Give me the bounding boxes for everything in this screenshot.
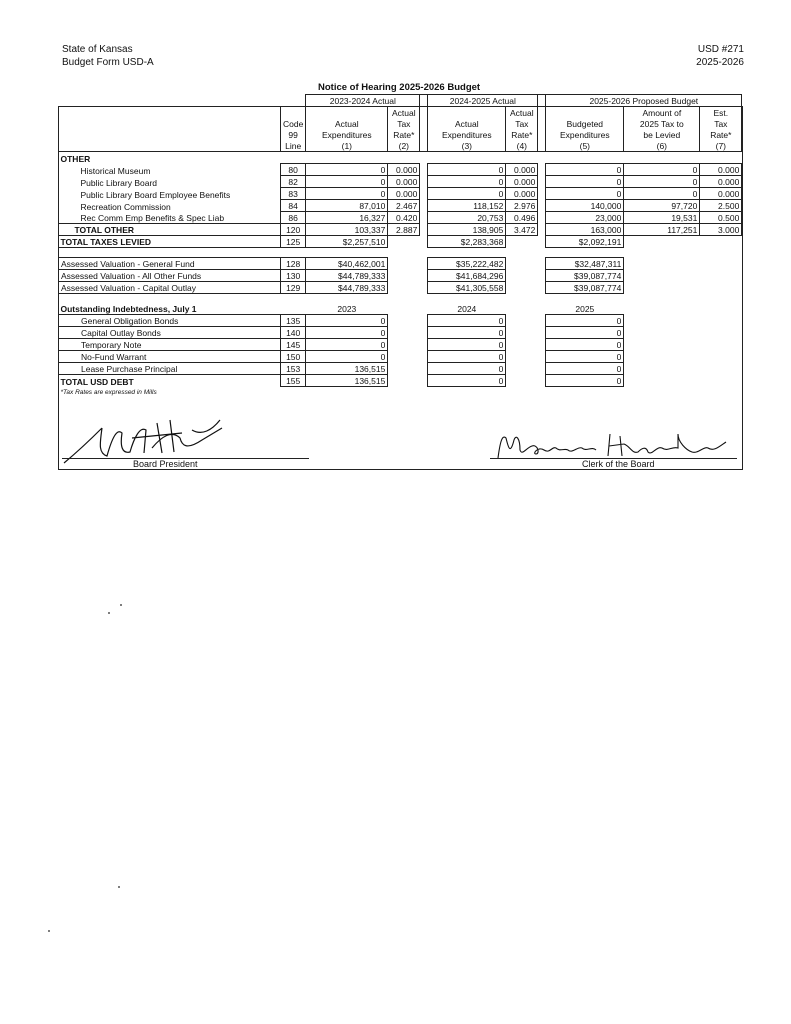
row-label: Assessed Valuation - Capital Outlay [59, 282, 281, 294]
valuation-2025: $39,087,774 [546, 270, 624, 282]
debt-2025: 0 [546, 351, 624, 363]
spacer [700, 327, 742, 339]
est-tax-rate: 0.000 [700, 188, 742, 200]
spacer [700, 282, 742, 294]
code-header-line: Line [281, 140, 306, 152]
table-row [59, 315, 742, 327]
total-other-c4: 3.472 [506, 224, 538, 236]
row-label: General Obligation Bonds [59, 315, 281, 327]
spacer [388, 258, 420, 270]
debt-2025: 0 [546, 315, 624, 327]
total-taxes-c5: $2,092,191 [546, 236, 624, 248]
scan-speck [108, 612, 110, 614]
tax-to-be-levied: 0 [624, 164, 700, 176]
actual-tax-rate-2024: 0.000 [506, 164, 538, 176]
debt-2023: 136,515 [306, 363, 388, 375]
spacer [538, 351, 546, 363]
col1-header-line: (1) [306, 140, 388, 152]
total-taxes-c3: $2,283,368 [428, 236, 506, 248]
col4-header-line: Tax [506, 118, 538, 129]
debt-section-label: Outstanding Indebtedness, July 1 [60, 304, 197, 314]
total-debt-label: TOTAL USD DEBT [59, 375, 281, 387]
est-tax-rate: 2.500 [700, 200, 742, 212]
spacer [538, 200, 546, 212]
col3-header-line: Expenditures [428, 129, 506, 140]
other-rows [59, 164, 742, 224]
actual-tax-rate-2024: 0.496 [506, 212, 538, 224]
debt-2024: 0 [428, 351, 506, 363]
spacer [420, 315, 428, 327]
row-label: No-Fund Warrant [59, 351, 281, 363]
col4-header: Actual [506, 107, 538, 119]
total-other-c2: 2.887 [388, 224, 420, 236]
debt-2023: 0 [306, 351, 388, 363]
total-other-label: TOTAL OTHER [59, 224, 281, 236]
row-code: 83 [281, 188, 306, 200]
actual-tax-rate-2023: 0.000 [388, 164, 420, 176]
code-header: Code [281, 118, 306, 129]
row-label: Public Library Board Employee Benefits [80, 189, 231, 200]
actual-tax-rate-2024: 0.000 [506, 188, 538, 200]
table-row [59, 164, 742, 176]
scan-speck [118, 886, 120, 888]
actual-tax-rate-2023: 0.000 [388, 188, 420, 200]
row-code: 135 [281, 315, 306, 327]
spacer [700, 351, 742, 363]
tax-to-be-levied: 0 [624, 188, 700, 200]
spacer [538, 188, 546, 200]
spacer [624, 282, 700, 294]
total-other-c6: 117,251 [624, 224, 700, 236]
row-code: 130 [281, 270, 306, 282]
period-2023-2024: 2023-2024 Actual [306, 95, 420, 107]
debt-rows [59, 315, 742, 375]
row-label: Assessed Valuation - All Other Funds [59, 270, 281, 282]
other-section-row [59, 152, 742, 164]
budget-year-label: 2025-2026 [696, 57, 744, 68]
col4-header-line: (4) [506, 140, 538, 152]
col6-header-line: 2025 Tax to [624, 118, 700, 129]
other-section-label: OTHER [60, 153, 91, 164]
col3-header: Actual [428, 118, 506, 129]
table-row [59, 188, 742, 200]
actual-expenditures-2023: 0 [306, 188, 388, 200]
row-label: Assessed Valuation - General Fund [59, 258, 281, 270]
spacer [624, 339, 700, 351]
debt-2024: 0 [428, 315, 506, 327]
table-row [59, 212, 742, 224]
col5-header-line: Expenditures [546, 129, 624, 140]
spacer [420, 164, 428, 176]
spacer [506, 258, 538, 270]
form-label: Budget Form USD-A [62, 57, 154, 68]
spacer [700, 363, 742, 375]
total-other-c1: 103,337 [306, 224, 388, 236]
debt-2025: 0 [546, 363, 624, 375]
debt-year-2: 2024 [457, 304, 477, 314]
est-tax-rate: 0.500 [700, 212, 742, 224]
row-label: Lease Purchase Principal [59, 363, 281, 375]
notice-title: Notice of Hearing 2025-2026 Budget [318, 82, 481, 93]
spacer [506, 327, 538, 339]
spacer [388, 327, 420, 339]
valuation-2023: $44,789,333 [306, 270, 388, 282]
total-debt-row [59, 375, 742, 387]
spacer [388, 315, 420, 327]
valuation-rows [59, 258, 742, 294]
spacer [506, 282, 538, 294]
total-other-c7: 3.000 [700, 224, 742, 236]
total-taxes-code: 125 [281, 236, 306, 248]
total-debt-c1: 136,515 [306, 375, 388, 387]
total-debt-c5: 0 [546, 375, 624, 387]
period-2025-2026: 2025-2026 Proposed Budget [546, 95, 742, 107]
actual-expenditures-2023: 87,010 [306, 200, 388, 212]
form-header-left [62, 43, 154, 69]
spacer [420, 188, 428, 200]
col1-header-line: Expenditures [306, 129, 388, 140]
column-header-row-3 [59, 129, 742, 140]
total-debt-c3: 0 [428, 375, 506, 387]
col1-header: Actual [306, 118, 388, 129]
total-debt-code: 155 [281, 375, 306, 387]
budgeted-expenditures: 0 [546, 188, 624, 200]
scan-speck [48, 930, 50, 932]
total-taxes-row [59, 236, 742, 248]
debt-2024: 0 [428, 327, 506, 339]
spacer [700, 315, 742, 327]
debt-2025: 0 [546, 339, 624, 351]
column-header-row-1 [59, 107, 742, 119]
est-tax-rate: 0.000 [700, 176, 742, 188]
spacer [538, 270, 546, 282]
col5-header: Budgeted [546, 118, 624, 129]
spacer [506, 363, 538, 375]
col2-header-line: Tax [388, 118, 420, 129]
col7-header-line: (7) [700, 140, 742, 152]
row-label: Rec Comm Emp Benefits & Spec Liab [80, 213, 225, 223]
spacer [388, 339, 420, 351]
spacer [420, 351, 428, 363]
spacer [700, 258, 742, 270]
actual-expenditures-2024: 0 [428, 188, 506, 200]
column-header-row-4 [59, 140, 742, 152]
spacer [538, 363, 546, 375]
spacer [420, 200, 428, 212]
budgeted-expenditures: 0 [546, 176, 624, 188]
total-other-row [59, 224, 742, 236]
debt-2023: 0 [306, 327, 388, 339]
president-signature-label: Board President [133, 459, 198, 469]
spacer [700, 339, 742, 351]
table-row [59, 200, 742, 212]
debt-section-row [59, 303, 742, 315]
debt-2024: 0 [428, 339, 506, 351]
actual-expenditures-2023: 16,327 [306, 212, 388, 224]
col6-header-line: (6) [624, 140, 700, 152]
spacer [506, 339, 538, 351]
est-tax-rate: 0.000 [700, 164, 742, 176]
debt-2023: 0 [306, 339, 388, 351]
total-other-code: 120 [281, 224, 306, 236]
spacer [538, 282, 546, 294]
row-label: Public Library Board [80, 177, 158, 188]
col7-header-line: Rate* [700, 129, 742, 140]
actual-expenditures-2024: 0 [428, 176, 506, 188]
spacer [624, 270, 700, 282]
actual-expenditures-2024: 20,753 [428, 212, 506, 224]
spacer [624, 315, 700, 327]
spacer [388, 363, 420, 375]
valuation-2025: $32,487,311 [546, 258, 624, 270]
tax-to-be-levied: 0 [624, 176, 700, 188]
spacer [388, 351, 420, 363]
row-code: 140 [281, 327, 306, 339]
table-row [59, 363, 742, 375]
row-label: Temporary Note [59, 339, 281, 351]
valuation-2023: $44,789,333 [306, 282, 388, 294]
table-row [59, 258, 742, 270]
debt-2024: 0 [428, 363, 506, 375]
actual-expenditures-2023: 0 [306, 176, 388, 188]
row-label: Historical Museum [80, 165, 151, 176]
debt-2025: 0 [546, 327, 624, 339]
row-label: Capital Outlay Bonds [59, 327, 281, 339]
col7-header: Est. [700, 107, 742, 119]
spacer [538, 164, 546, 176]
spacer [538, 258, 546, 270]
spacer [420, 258, 428, 270]
column-header-row-2 [59, 118, 742, 129]
row-code: 80 [281, 164, 306, 176]
row-label: Recreation Commission [80, 201, 171, 212]
total-other-c3: 138,905 [428, 224, 506, 236]
row-code: 145 [281, 339, 306, 351]
actual-tax-rate-2024: 2.976 [506, 200, 538, 212]
col6-header-line: be Levied [624, 129, 700, 140]
spacer [538, 212, 546, 224]
footnote: *Tax Rates are expressed in Mills [60, 389, 157, 396]
spacer [538, 176, 546, 188]
row-code: 150 [281, 351, 306, 363]
total-taxes-c1: $2,257,510 [306, 236, 388, 248]
spacer [420, 212, 428, 224]
clerk-signature-label: Clerk of the Board [582, 459, 655, 469]
spacer [538, 315, 546, 327]
spacer [624, 351, 700, 363]
row-code: 82 [281, 176, 306, 188]
debt-year-3: 2025 [575, 304, 595, 314]
col5-header-line: (5) [546, 140, 624, 152]
actual-tax-rate-2023: 2.467 [388, 200, 420, 212]
spacer [420, 270, 428, 282]
table-row [59, 176, 742, 188]
row-code: 84 [281, 200, 306, 212]
valuation-2025: $39,087,774 [546, 282, 624, 294]
valuation-2024: $41,305,558 [428, 282, 506, 294]
period-2024-2025: 2024-2025 Actual [428, 95, 538, 107]
valuation-2024: $35,222,482 [428, 258, 506, 270]
table-row [59, 270, 742, 282]
actual-tax-rate-2023: 0.420 [388, 212, 420, 224]
state-label: State of Kansas [62, 44, 133, 55]
spacer [624, 258, 700, 270]
col6-header: Amount of [624, 107, 700, 119]
scan-speck [120, 604, 122, 606]
col3-header-line: (3) [428, 140, 506, 152]
spacer [388, 270, 420, 282]
spacer [624, 363, 700, 375]
table-row [59, 339, 742, 351]
spacer [420, 282, 428, 294]
budgeted-expenditures: 23,000 [546, 212, 624, 224]
form-header-right [696, 43, 744, 69]
col2-header: Actual [388, 107, 420, 119]
tax-to-be-levied: 97,720 [624, 200, 700, 212]
spacer [506, 270, 538, 282]
spacer [506, 315, 538, 327]
table-row [59, 327, 742, 339]
spacer [538, 339, 546, 351]
spacer [420, 327, 428, 339]
row-code: 86 [281, 212, 306, 224]
budgeted-expenditures: 0 [546, 164, 624, 176]
actual-expenditures-2024: 0 [428, 164, 506, 176]
col7-header-line: Tax [700, 118, 742, 129]
period-header-row [59, 95, 742, 107]
actual-tax-rate-2024: 0.000 [506, 176, 538, 188]
row-code: 129 [281, 282, 306, 294]
code-header-line: 99 [281, 129, 306, 140]
col2-header-line: Rate* [388, 129, 420, 140]
actual-tax-rate-2023: 0.000 [388, 176, 420, 188]
valuation-2024: $41,684,296 [428, 270, 506, 282]
spacer [420, 363, 428, 375]
spacer [420, 339, 428, 351]
debt-2023: 0 [306, 315, 388, 327]
valuation-2023: $40,462,001 [306, 258, 388, 270]
actual-expenditures-2024: 118,152 [428, 200, 506, 212]
debt-year-1: 2023 [337, 304, 357, 314]
tax-to-be-levied: 19,531 [624, 212, 700, 224]
actual-expenditures-2023: 0 [306, 164, 388, 176]
spacer [624, 327, 700, 339]
budgeted-expenditures: 140,000 [546, 200, 624, 212]
district-label: USD #271 [697, 44, 744, 55]
row-code: 128 [281, 258, 306, 270]
col4-header-line: Rate* [506, 129, 538, 140]
spacer [506, 351, 538, 363]
table-row [59, 351, 742, 363]
spacer [420, 176, 428, 188]
col2-header-line: (2) [388, 140, 420, 152]
spacer [538, 327, 546, 339]
total-taxes-label: TOTAL TAXES LEVIED [59, 236, 281, 248]
budget-table [58, 94, 742, 398]
spacer [388, 282, 420, 294]
spacer [700, 270, 742, 282]
table-row [59, 282, 742, 294]
row-code: 153 [281, 363, 306, 375]
total-other-c5: 163,000 [546, 224, 624, 236]
